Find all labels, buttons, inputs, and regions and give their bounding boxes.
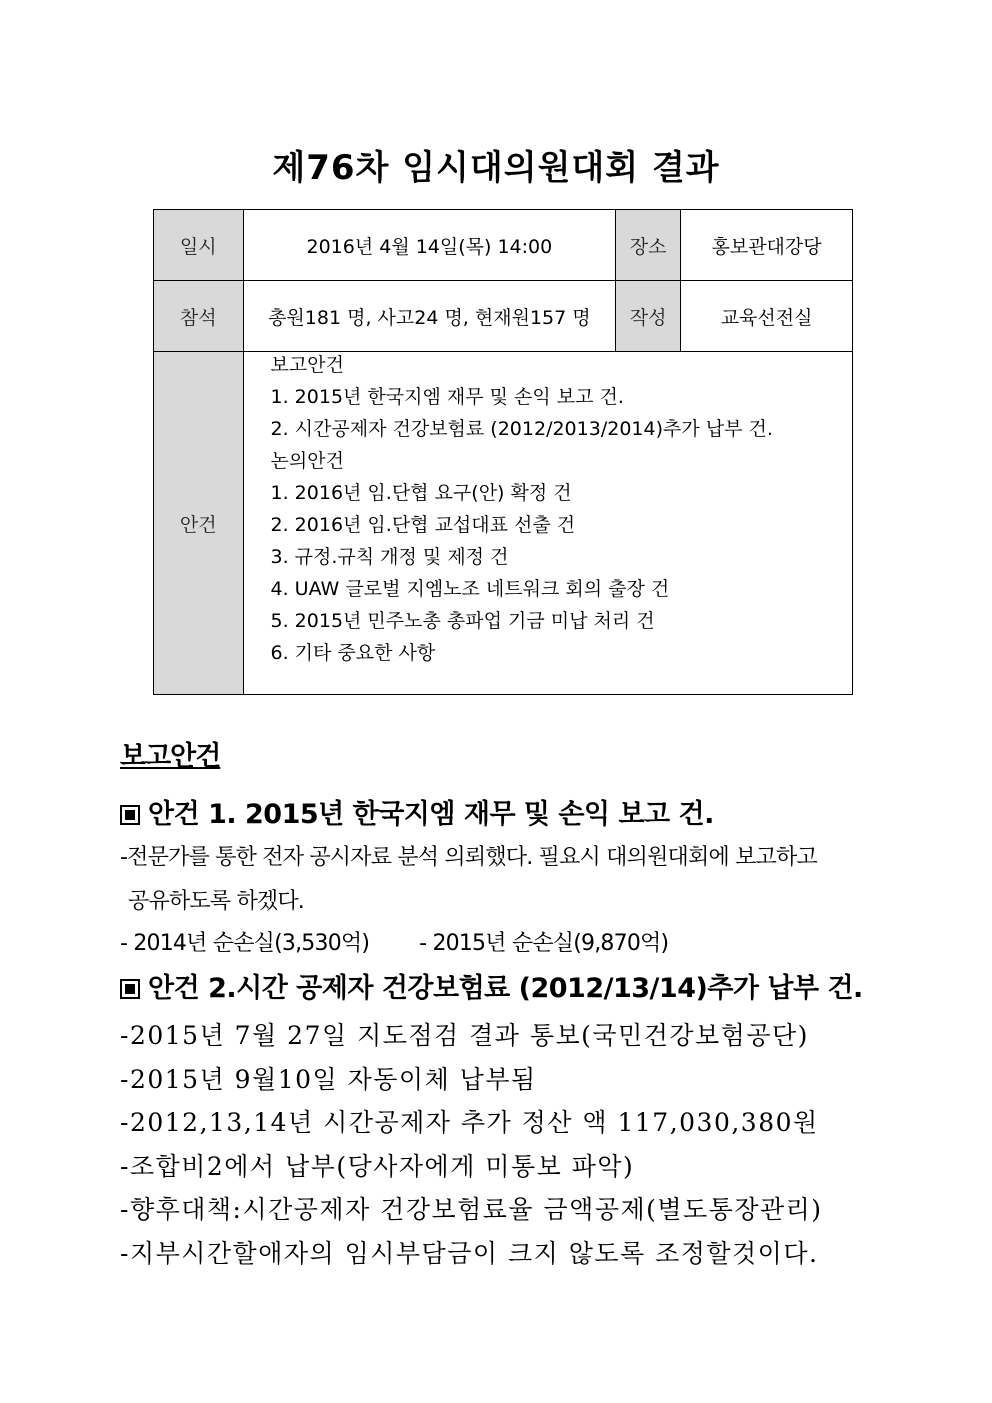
item2-line: -지부시간할애자의 임시부담금이 크지 않도록 조정할것이다.	[120, 1238, 819, 1268]
loss-2015: - 2015년 순손실(9,870억)	[419, 931, 669, 956]
item1-line1: -전문가를 통한 전자 공시자료 분석 의뢰했다. 필요시 대의원대회에 보고하고	[120, 845, 817, 870]
agenda-line: 보고안건	[270, 354, 344, 376]
item2-line: -2012,13,14년 시간공제자 추가 정산 액 117,030,380원	[120, 1108, 819, 1137]
agenda-line: 4. UAW 글로벌 지엠노조 네트워크 회의 출장 건	[270, 578, 670, 600]
item1-heading	[120, 792, 714, 831]
info-row-agenda	[154, 352, 853, 695]
attend-label: 참석	[154, 281, 244, 352]
page-title: 제76차 임시대의원대회 결과	[272, 148, 720, 188]
agenda-list	[244, 349, 852, 669]
writer-value: 교육선전실	[681, 281, 853, 352]
agenda-line: 3. 규정.규칙 개정 및 제정 건	[270, 546, 509, 568]
square-bullet-icon	[120, 979, 140, 999]
agenda-line: 논의안건	[270, 450, 344, 472]
item1-loss-line	[120, 922, 668, 966]
square-bullet-icon	[120, 805, 140, 825]
item1-heading-text: 안건 1. 2015년 한국지엠 재무 및 손익 보고 건.	[148, 799, 714, 830]
agenda-line: 6. 기타 중요한 사항	[270, 642, 436, 664]
agenda-line: 1. 2016년 임.단협 요구(안) 확정 건	[270, 482, 572, 504]
place-value: 홍보관대강당	[681, 210, 853, 281]
item1-line2: 공유하도록 하겠다.	[128, 889, 305, 914]
info-row-attend	[154, 281, 853, 352]
item2-line: -향후대책:시간공제자 건강보험료율 금액공제(별도통장관리)	[120, 1195, 823, 1224]
item2-line: -2015년 7월 27일 지도점검 결과 통보(국민건강보험공단)	[120, 1021, 809, 1050]
agenda-line: 5. 2015년 민주노총 총파업 기금 미납 처리 건	[270, 610, 655, 632]
date-value: 2016년 4월 14일(목) 14:00	[243, 210, 616, 281]
place-label: 장소	[616, 210, 681, 281]
item2-heading-text: 안건 2.시간 공제자 건강보험료 (2012/13/14)추가 납부 건.	[148, 973, 863, 1004]
agenda-cell	[243, 352, 852, 695]
agenda-label: 안건	[154, 352, 244, 695]
item2-heading	[120, 966, 863, 1005]
writer-label: 작성	[616, 281, 681, 352]
meeting-info-table	[153, 209, 853, 695]
loss-2014: - 2014년 순손실(3,530억)	[120, 931, 370, 956]
report-agenda-heading: 보고안건	[120, 741, 221, 772]
item2-line: -2015년 9월10일 자동이체 납부됨	[120, 1064, 537, 1094]
attend-value: 총원181 명, 사고24 명, 현재원157 명	[243, 281, 616, 352]
agenda-line: 2. 2016년 임.단협 교섭대표 선출 건	[270, 514, 576, 536]
date-label: 일시	[154, 210, 244, 281]
item2-line: -조합비2에서 납부(당사자에게 미통보 파악)	[120, 1151, 635, 1181]
agenda-line: 2. 시간공제자 건강보험료 (2012/2013/2014)추가 납부 건.	[270, 418, 773, 440]
item2-list	[120, 1014, 823, 1275]
agenda-line: 1. 2015년 한국지엠 재무 및 손익 보고 건.	[270, 386, 624, 408]
info-row-date	[154, 210, 853, 281]
